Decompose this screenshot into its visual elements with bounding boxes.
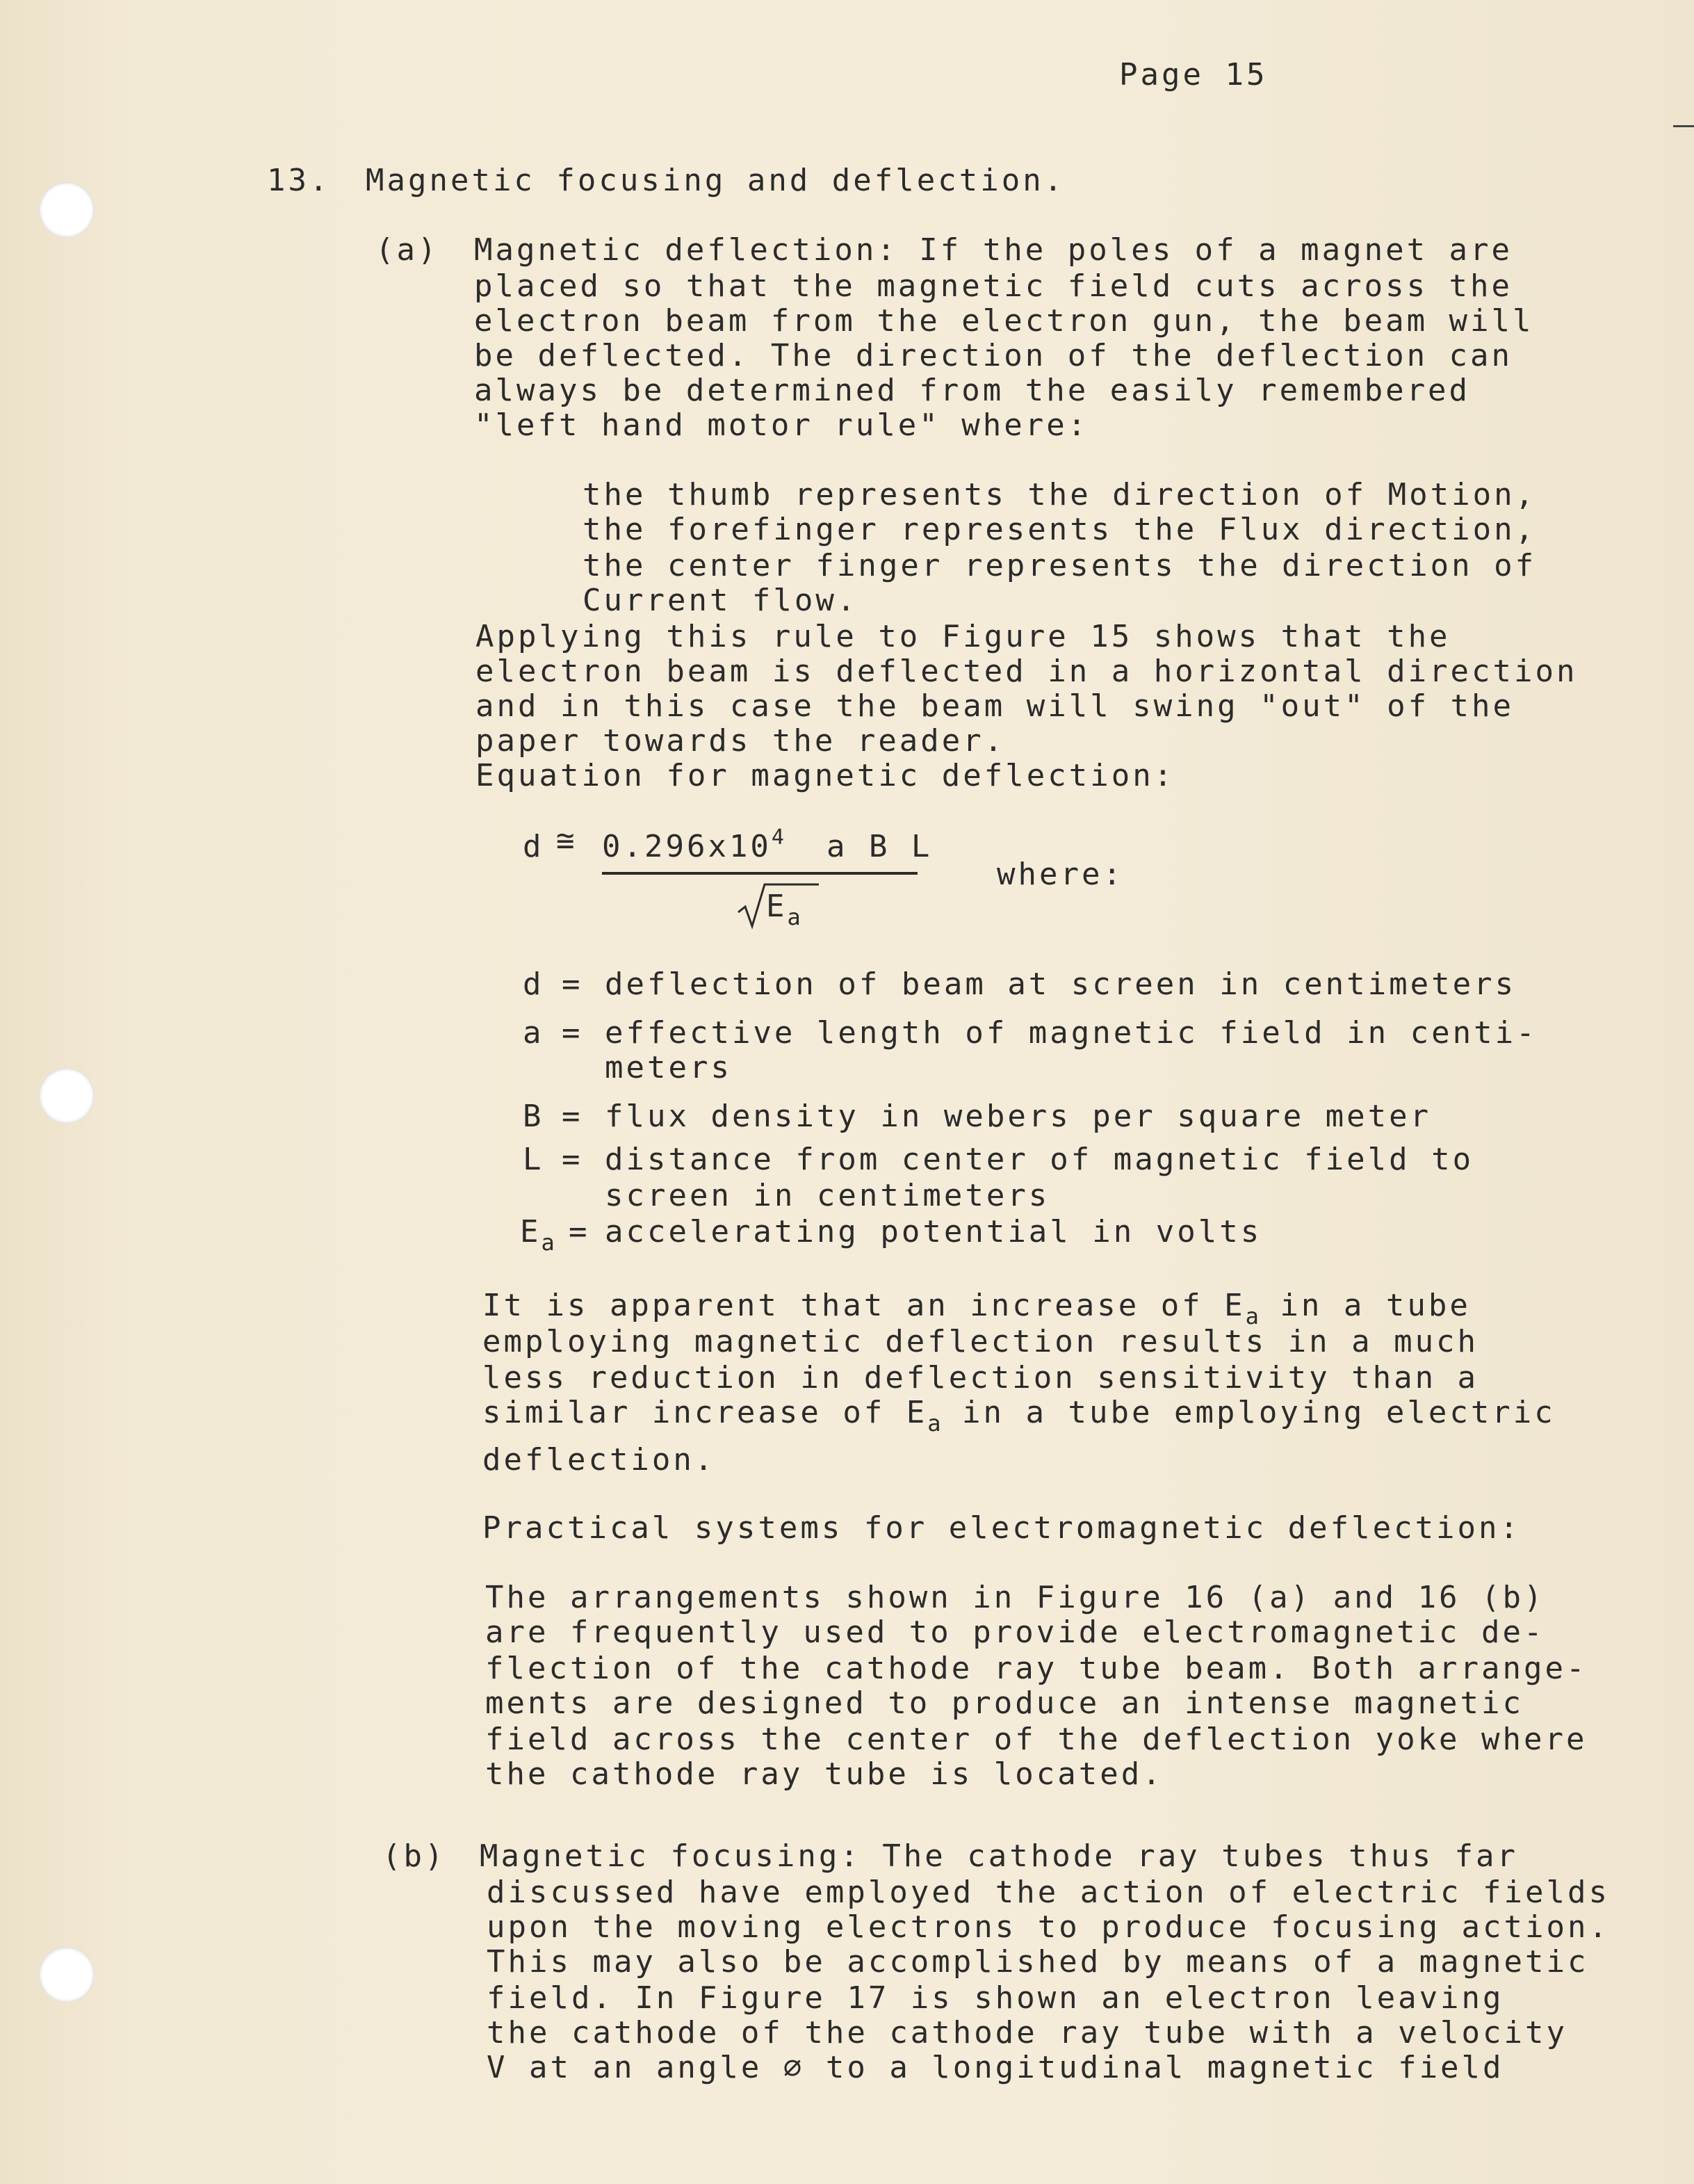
- numerator-exponent: 4: [771, 825, 784, 850]
- practical-heading: Practical systems for electromagnetic deflection:: [482, 1510, 1522, 1546]
- text-line: electron beam is deflected in a horizontal direction: [475, 654, 1578, 689]
- text-line: "left hand motor rule" where:: [474, 407, 1089, 443]
- def-text: meters: [605, 1050, 732, 1085]
- text-line: employing magnetic deflection results in a much: [482, 1324, 1479, 1359]
- text-line: This may also be accomplished by means of a magnetic: [487, 1944, 1589, 1980]
- def-text: screen in centimeters: [605, 1178, 1050, 1213]
- numerator-spacer: [784, 829, 826, 864]
- text-line: Magnetic focusing: The cathode ray tubes thus far: [480, 1838, 1519, 1874]
- part-b-label: (b): [382, 1838, 446, 1874]
- section-number: 13.: [267, 163, 331, 198]
- def-symbol: L: [523, 1142, 544, 1177]
- text-line: less reduction in deflection sensitivity than a: [482, 1360, 1479, 1396]
- text-line: Equation for magnetic deflection:: [475, 758, 1175, 793]
- def-symbol: B: [523, 1099, 544, 1134]
- numerator-vars: a B L: [826, 829, 933, 864]
- rule-line: the forefinger represents the Flux direction,: [583, 512, 1537, 547]
- text-line: Magnetic deflection: If the poles of a magnet are: [474, 232, 1513, 268]
- def-equals: =: [562, 966, 583, 1002]
- text-line: placed so that the magnetic field cuts across the: [474, 268, 1513, 304]
- equation-denominator: [766, 889, 801, 930]
- equation-approx-sign: ≅: [556, 823, 578, 859]
- text-line: field. In Figure 17 is shown an electron leaving: [487, 1980, 1504, 2016]
- text-line: The arrangements shown in Figure 16 (a) and 16 (b): [485, 1580, 1545, 1615]
- equation-numerator: [602, 825, 933, 864]
- def-text: flux density in webers per square meter: [605, 1099, 1432, 1134]
- text-line: [482, 1288, 1471, 1329]
- text-line: electron beam from the electron gun, the beam will: [474, 303, 1534, 339]
- def-equals: =: [562, 1099, 583, 1134]
- text-line: always be determined from the easily remembered: [474, 373, 1471, 408]
- text-span: in a tube employing electric: [940, 1395, 1556, 1430]
- rule-line: the center finger represents the direction of: [583, 548, 1537, 583]
- def-text: accelerating potential in volts: [605, 1214, 1262, 1249]
- punch-hole-top: [39, 182, 95, 238]
- text-span: in a tube: [1258, 1288, 1471, 1323]
- page-number: Page 15: [1119, 57, 1268, 92]
- def-symbol: d: [523, 966, 544, 1002]
- text-line: field across the center of the deflection yoke where: [485, 1722, 1588, 1757]
- page-edge-mark: [1673, 125, 1694, 127]
- equation-lhs: d: [523, 829, 544, 864]
- section-title: Magnetic focusing and deflection.: [366, 163, 1066, 198]
- rule-line: the thumb represents the direction of Motion,: [583, 477, 1537, 512]
- text-line: [482, 1395, 1556, 1437]
- text-line: discussed have employed the action of electric fields: [487, 1875, 1610, 1910]
- fraction-bar: [602, 872, 918, 875]
- def-equals: =: [562, 1142, 583, 1177]
- def-symbol: [520, 1214, 555, 1256]
- text-line: are frequently used to provide electromagnetic de-: [485, 1615, 1545, 1650]
- def-symbol-sub: a: [541, 1229, 555, 1256]
- equation-where: where:: [997, 857, 1124, 892]
- def-text: deflection of beam at screen in centimeters: [605, 966, 1517, 1002]
- def-equals: =: [562, 1015, 583, 1051]
- subscript-a: a: [1245, 1303, 1259, 1329]
- text-line: ments are designed to produce an intense magnetic: [485, 1685, 1524, 1721]
- def-equals: =: [569, 1214, 590, 1249]
- denominator-var: E: [766, 889, 788, 924]
- def-text: distance from center of magnetic field to: [605, 1142, 1474, 1177]
- text-span: It is apparent that an increase of E: [482, 1288, 1246, 1323]
- def-text: effective length of magnetic field in centi-: [605, 1015, 1538, 1051]
- text-line: the cathode ray tube is located.: [485, 1756, 1164, 1792]
- numerator-coefficient: 0.296x10: [602, 829, 772, 864]
- subscript-a: a: [927, 1410, 941, 1437]
- text-line: flection of the cathode ray tube beam. Both arrange-: [485, 1651, 1588, 1686]
- text-line: and in this case the beam will swing "out" of the: [475, 688, 1515, 724]
- punch-hole-bottom: [39, 1947, 95, 2003]
- rule-line: Current flow.: [583, 583, 858, 618]
- text-line: be deflected. The direction of the deflection can: [474, 338, 1513, 373]
- part-a-label: (a): [375, 232, 439, 268]
- text-line: deflection.: [482, 1442, 716, 1478]
- denominator-sub: a: [787, 904, 801, 930]
- punch-hole-middle: [39, 1068, 95, 1124]
- text-span: similar increase of E: [482, 1395, 928, 1430]
- def-symbol-letter: E: [520, 1214, 541, 1249]
- text-line: paper towards the reader.: [475, 723, 1006, 759]
- text-line: V at an angle ∅ to a longitudinal magnetic field: [487, 2050, 1504, 2085]
- text-line: Applying this rule to Figure 15 shows that the: [475, 619, 1451, 654]
- text-line: upon the moving electrons to produce focusing action.: [487, 1909, 1610, 1945]
- text-line: the cathode of the cathode ray tube with a velocity: [487, 2015, 1568, 2050]
- def-symbol: a: [523, 1015, 544, 1051]
